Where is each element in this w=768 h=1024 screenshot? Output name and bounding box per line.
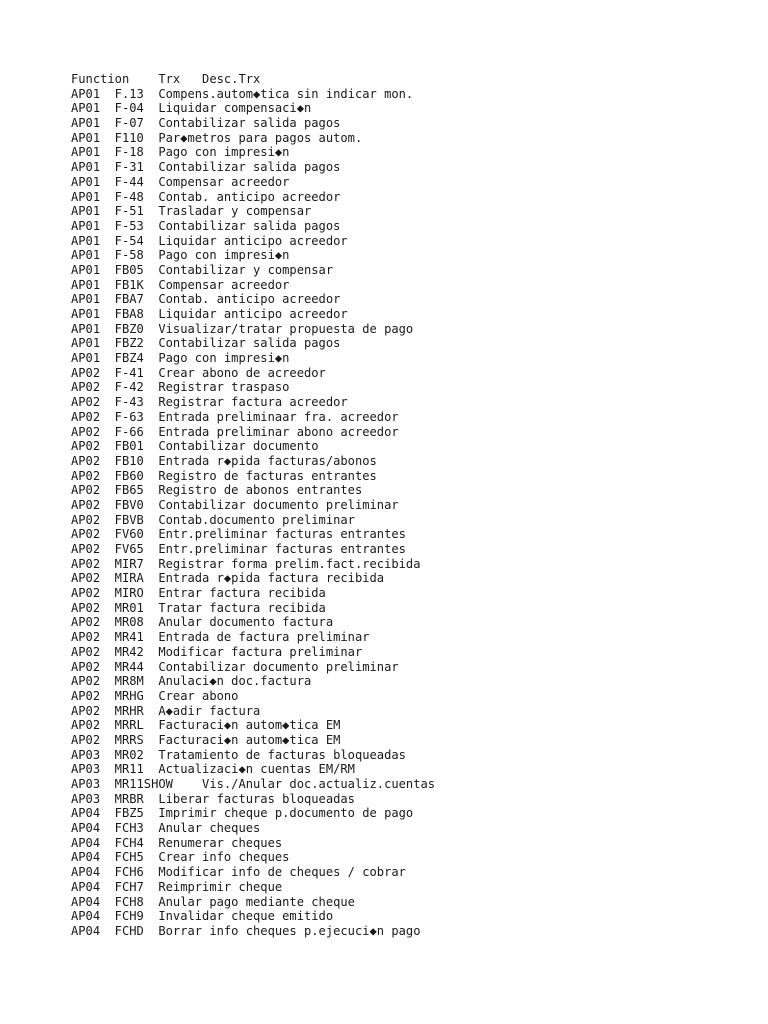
listing-row: AP01 FBA7 Contab. anticipo acreedor [71, 292, 341, 307]
listing-row: AP02 F-63 Entrada preliminaar fra. acreedor [71, 409, 399, 424]
listing-row: AP02 F-42 Registrar traspaso [71, 380, 290, 395]
listing-row: AP01 F-54 Liquidar anticipo acreedor [71, 233, 348, 248]
listing-row: AP04 FCH7 Reimprimir cheque [71, 879, 283, 894]
listing-row: AP04 FCH9 Invalidar cheque emitido [71, 909, 334, 924]
listing-row: AP02 MIR7 Registrar forma prelim.fact.recibida [71, 556, 421, 571]
listing-row: AP02 MIRO Entrar factura recibida [71, 586, 326, 601]
listing-row: AP01 F-31 Contabilizar salida pagos [71, 160, 341, 175]
listing-row: AP01 F-44 Compensar acreedor [71, 174, 290, 189]
listing-row: AP01 FBZ0 Visualizar/tratar propuesta de pago [71, 321, 414, 336]
listing-row: AP02 MR44 Contabilizar documento preliminar [71, 659, 399, 674]
listing-row: AP01 F-51 Trasladar y compensar [71, 204, 312, 219]
listing-row: AP02 MR08 Anular documento factura [71, 615, 334, 630]
listing-row: AP01 FB1K Compensar acreedor [71, 277, 290, 292]
listing-row: AP02 FV60 Entr.preliminar facturas entrantes [71, 527, 406, 542]
listing-row: AP04 FCHD Borrar info cheques p.ejecuci◆n pago [71, 923, 421, 938]
listing-row: AP04 FCH3 Anular cheques [71, 821, 261, 836]
transaction-listing [71, 72, 435, 939]
listing-row: AP04 FCH4 Renumerar cheques [71, 835, 283, 850]
listing-row: AP02 MRRS Facturaci◆n autom◆tica EM [71, 732, 341, 747]
listing-row: AP01 F-53 Contabilizar salida pagos [71, 218, 341, 233]
listing-row: AP03 MRBR Liberar facturas bloqueadas [71, 791, 355, 806]
listing-row: AP04 FCH6 Modificar info de cheques / cobrar [71, 865, 406, 880]
listing-row: AP02 MR41 Entrada de factura preliminar [71, 630, 370, 645]
listing-row: AP01 F-07 Contabilizar salida pagos [71, 116, 341, 131]
listing-row: AP01 F-58 Pago con impresi◆n [71, 248, 290, 263]
listing-row: AP02 MR8M Anulaci◆n doc.factura [71, 674, 312, 689]
listing-row: AP03 MR11SHOW Vis./Anular doc.actualiz.cuentas [71, 777, 436, 791]
listing-row: AP01 F-18 Pago con impresi◆n [71, 145, 290, 160]
listing-row: AP02 F-43 Registrar factura acreedor [71, 395, 348, 410]
listing-row: AP01 F110 Par◆metros para pagos autom. [71, 130, 363, 145]
listing-row: AP01 FB05 Contabilizar y compensar [71, 262, 334, 277]
listing-row: AP02 FB10 Entrada r◆pida facturas/abonos [71, 453, 377, 468]
listing-row: AP01 F-04 Liquidar compensaci◆n [71, 101, 312, 116]
listing-row: AP02 MIRA Entrada r◆pida factura recibida [71, 571, 385, 586]
listing-row: AP02 FBVB Contab.documento preliminar [71, 512, 355, 527]
listing-row: AP04 FBZ5 Imprimir cheque p.documento de pago [71, 806, 414, 821]
listing-row: AP02 FB01 Contabilizar documento [71, 439, 319, 454]
listing-row: AP01 FBZ4 Pago con impresi◆n [71, 351, 290, 366]
listing-header-row: Function Trx Desc.Trx [71, 72, 261, 86]
listing-row: AP02 FV65 Entr.preliminar facturas entrantes [71, 542, 406, 556]
listing-row: AP01 FBZ2 Contabilizar salida pagos [71, 336, 341, 351]
listing-row: AP02 MR42 Modificar factura preliminar [71, 644, 363, 659]
listing-row: AP03 MR02 Tratamiento de facturas bloqueadas [71, 747, 406, 762]
listing-row: AP02 FB65 Registro de abonos entrantes [71, 483, 363, 498]
listing-row: AP02 MRHR A◆adir factura [71, 703, 261, 718]
listing-row: AP04 FCH5 Crear info cheques [71, 850, 290, 865]
listing-row: AP02 MRRL Facturaci◆n autom◆tica EM [71, 718, 341, 733]
listing-row: AP02 MR01 Tratar factura recibida [71, 600, 326, 615]
listing-row: AP04 FCH8 Anular pago mediante cheque [71, 894, 355, 909]
listing-row: AP02 F-41 Crear abono de acreedor [71, 365, 326, 380]
listing-row: AP01 F-48 Contab. anticipo acreedor [71, 189, 341, 204]
listing-row: AP02 FB60 Registro de facturas entrantes [71, 468, 377, 483]
listing-row: AP01 FBA8 Liquidar anticipo acreedor [71, 307, 348, 321]
listing-row: AP02 FBV0 Contabilizar documento preliminar [71, 497, 399, 512]
listing-row: AP03 MR11 Actualizaci◆n cuentas EM/RM [71, 762, 355, 777]
listing-row: AP01 F.13 Compens.autom◆tica sin indicar mon. [71, 86, 414, 101]
listing-row: AP02 F-66 Entrada preliminar abono acreedor [71, 424, 399, 439]
listing-row: AP02 MRHG Crear abono [71, 688, 239, 703]
